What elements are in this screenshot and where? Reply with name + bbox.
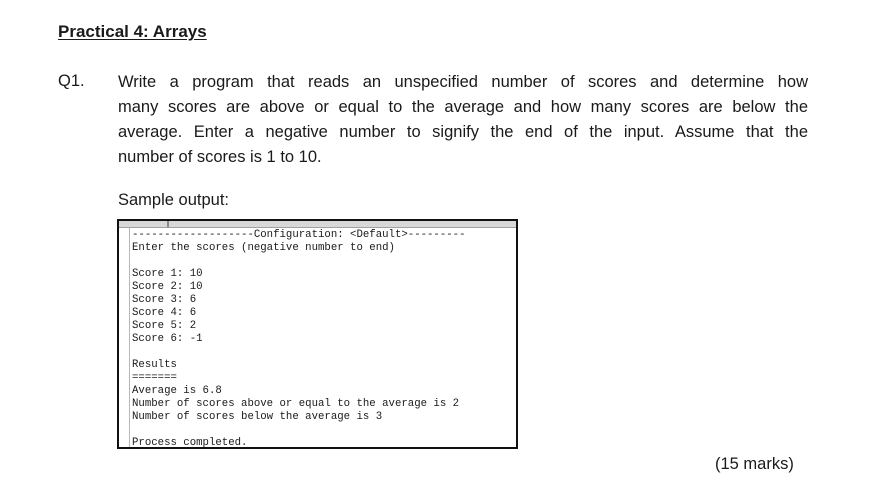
console-line: Score 4: 6 [132,307,197,319]
question-line: number of scores is 1 to 10. [118,148,322,166]
console-line: Results [132,359,177,371]
console-line [132,424,466,437]
console-line: ======= [132,372,177,384]
console-line: Number of scores below the average is 3 [132,411,383,423]
console-line: Process completed. [132,437,248,449]
console-line [132,346,466,359]
console-line: Average is 6.8 [132,385,222,397]
marks-label: (15 marks) [715,455,794,473]
console-text [132,229,466,449]
console-line: Enter the scores (negative number to end) [132,242,395,254]
question-line: Write a program that reads an unspecified number of scores and determine how [118,73,808,91]
console-line [132,255,466,268]
question-line: many scores are above or equal to the average and how many scores are below the [118,98,808,116]
console-line: Score 6: -1 [132,333,203,345]
console-line: Score 3: 6 [132,294,197,306]
console-line: Score 1: 10 [132,268,203,280]
console-line: Score 5: 2 [132,320,197,332]
practical-title: Practical 4: Arrays [58,22,207,41]
question-text [118,70,808,170]
question-line: average. Enter a negative number to signify the end of the input. Assume that the [118,123,808,141]
console-line: Number of scores above or equal to the average is 2 [132,398,460,410]
console-line: Score 2: 10 [132,281,203,293]
console-ruler-tick [167,221,169,227]
question-number: Q1. [58,72,85,90]
console-top-bar [119,221,516,228]
console-gutter-line [129,228,130,448]
console-line: -------------------Configuration: <Default>--------- [132,229,466,241]
console-output-screenshot [117,219,518,449]
sample-output-label: Sample output: [118,191,229,209]
